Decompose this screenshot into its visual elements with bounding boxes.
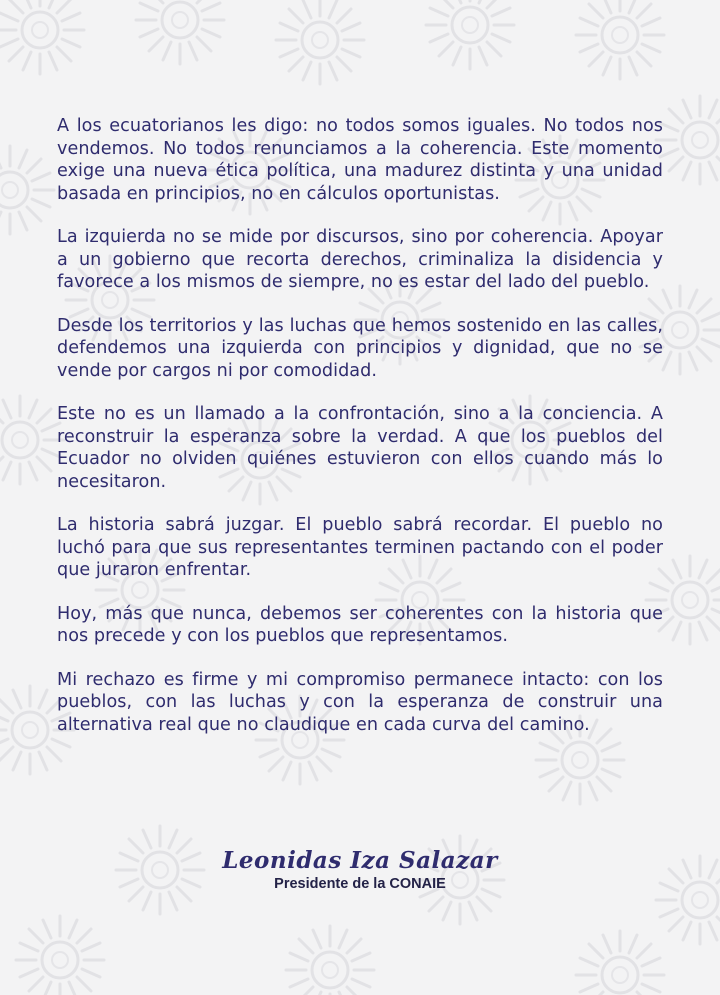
letter-paragraph-5: La historia sabrá juzgar. El pueblo sabrá recordar. El pueblo no luchó para que sus representantes terminen pactando con el poder que juraron enfrentar. [57,515,663,580]
letter-paragraph-7: Mi rechazo es firme y mi compromiso permanece intacto: con los pueblos, con las luchas y con la esperanza de construir una alternativa real que no claudique en cada curva del camino. [57,669,663,735]
signature-title: Presidente de la CONAIE [274,876,446,892]
letter-paragraph-3: Desde los territorios y las luchas que hemos sostenido en las calles, defendemos una izquierda con principios y dignidad, que no se vende por cargos ni por comodidad. [57,315,663,381]
letter-paragraph-4: Este no es un llamado a la confrontación, sino a la conciencia. A reconstruir la esperanza sobre la verdad. A que los pueblos del Ecuador no olviden quiénes estuvieron con ellos cuando más lo necesitaron. [57,404,663,492]
signature-name: Leonidas Iza Salazar [222,847,498,874]
letter-paragraph-6: Hoy, más que nunca, debemos ser coherentes con la historia que nos precede y con los pueblos que representamos. [57,603,663,646]
letter-body [57,115,663,757]
letter-paragraph-2: La izquierda no se mide por discursos, sino por coherencia. Apoyar a un gobierno que recorta derechos, criminaliza la disidencia y favorece a los mismos de siempre, no es estar del lado del pueblo. [57,227,663,292]
signature-block [160,848,560,893]
letter-paragraph-1: A los ecuatorianos les digo: no todos somos iguales. No todos nos vendemos. No todos renunciamos a la coherencia. Este momento exige una nueva ética política, una madurez distinta y una unidad basada en principios, no en cálculos oportunistas. [57,116,663,204]
